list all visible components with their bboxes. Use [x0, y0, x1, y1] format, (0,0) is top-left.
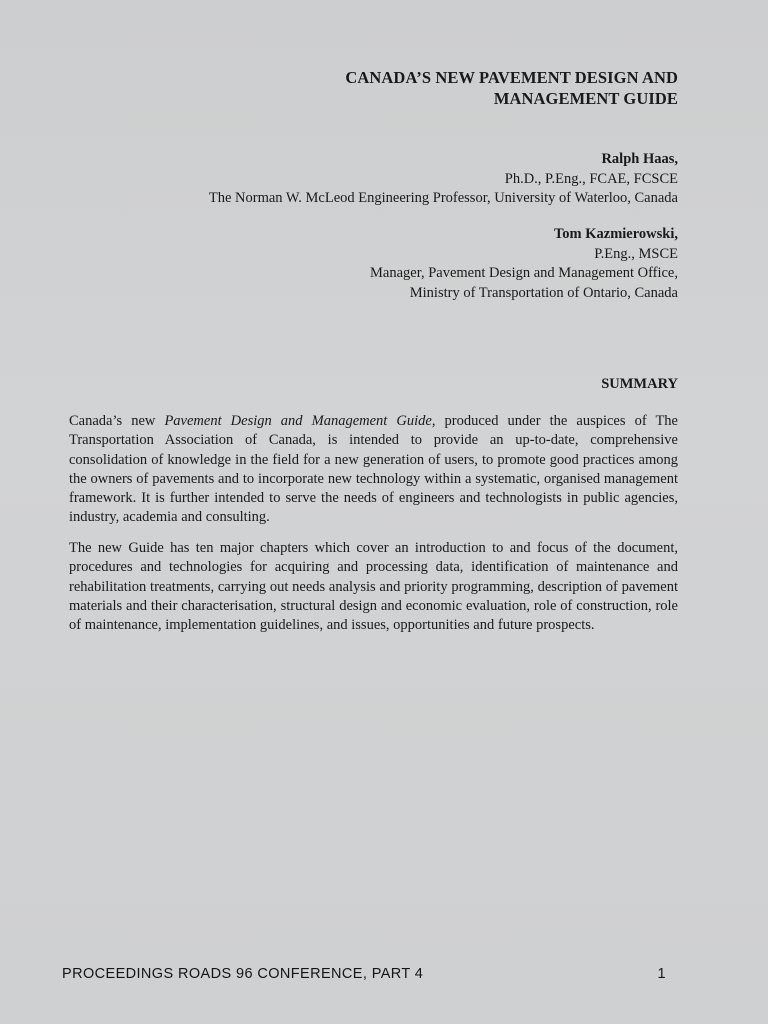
paper-title-line-1: CANADA’S NEW PAVEMENT DESIGN AND: [345, 68, 678, 87]
author-block-1: [78, 150, 678, 209]
author-credentials: P.Eng., MSCE: [594, 245, 678, 262]
author-name: Tom Kazmierowski,: [553, 226, 678, 242]
summary-paragraph-2: The new Guide has ten major chapters which cover an introduction to and focus of the document, procedures and technologies for acquiring and processing data, identification of maintenance and rehabilitation treatments, carrying out needs analysis and priority programming, description of pavement materials and their characterisation, structural design and economic evaluation, role of construction, role of maintenance, implementation guidelines, and issues, opportunities and future prospects.: [69, 540, 678, 634]
paragraph-text: Canada’s new: [69, 413, 165, 429]
guide-title-italic: Pavement Design and Management Guide: [164, 413, 432, 429]
author-block-2: [78, 225, 678, 303]
page-footer: [62, 966, 666, 982]
summary-heading: SUMMARY: [601, 376, 678, 392]
page-number: 1: [657, 966, 666, 982]
author-affiliation: The Norman W. McLeod Engineering Professor, University of Waterloo, Canada: [208, 190, 678, 206]
summary-paragraph-1: [69, 412, 678, 528]
paper-title: [118, 67, 678, 109]
paragraph-text: , produced under the auspices of The Transportation Association of Canada, is intended to provide an up-to-date, comprehensive consolidation of knowledge in the field for a new generation of users, to promote good practices among the owners of pavements and to incorporate new technology within a systematic, organised management framework. It is further intended to serve the needs of engineers and technologists in public agencies, industry, academia and consulting.: [69, 413, 678, 526]
paper-title-line-2: MANAGEMENT GUIDE: [493, 89, 678, 108]
author-credentials: Ph.D., P.Eng., FCAE, FCSCE: [504, 170, 678, 187]
author-affiliation: Manager, Pavement Design and Management Office,: [370, 265, 678, 281]
proceedings-label: PROCEEDINGS ROADS 96 CONFERENCE, PART 4: [62, 966, 424, 982]
author-affiliation: Ministry of Transportation of Ontario, Canada: [409, 284, 678, 301]
author-name: Ralph Haas,: [601, 151, 678, 167]
